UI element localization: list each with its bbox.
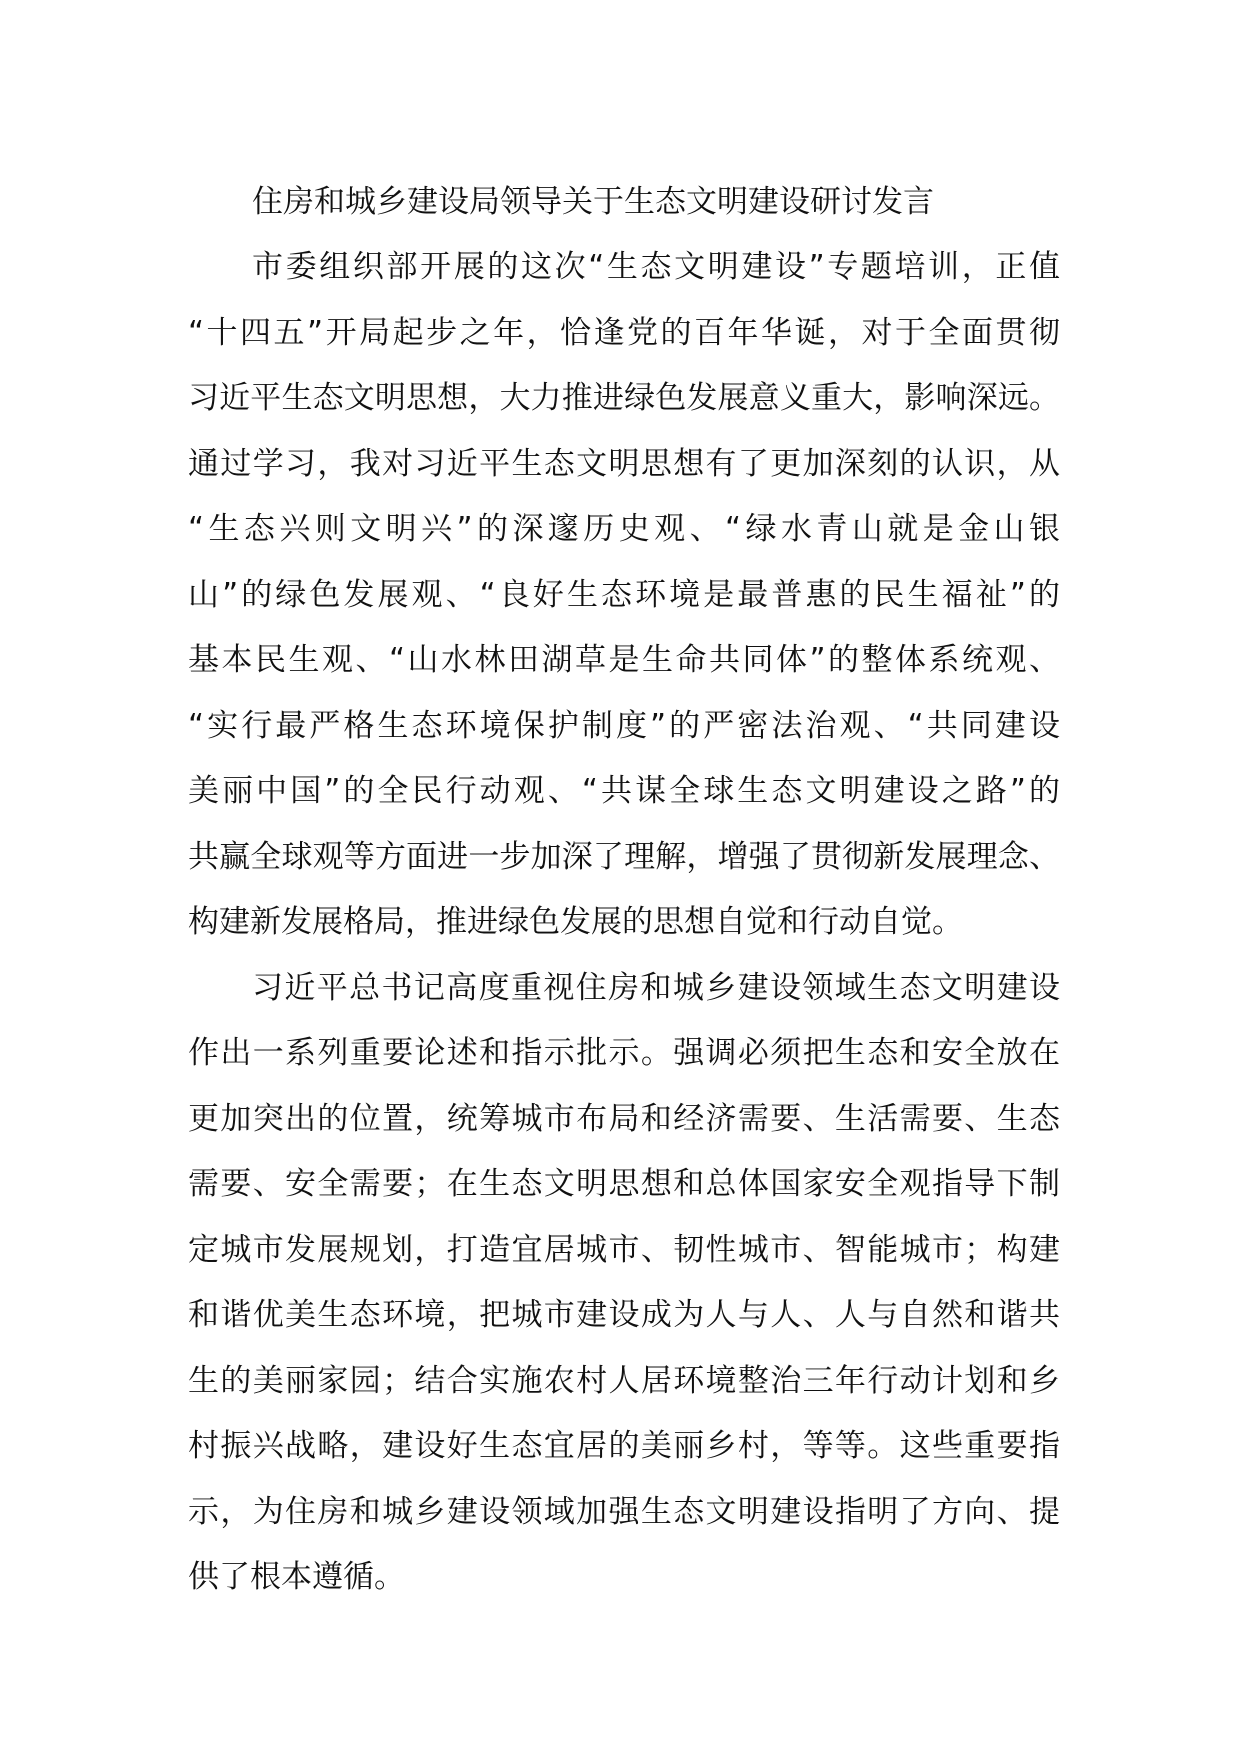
paragraph-line: 通过学习，我对习近平生态文明思想有了更加深刻的认识，从 (188, 445, 1060, 482)
paragraph-line: 和谐优美生态环境，把城市建设成为人与人、人与自然和谐共 (188, 1297, 1060, 1333)
paragraph-line: 村振兴战略，建设好生态宜居的美丽乡村，等等。这些重要指 (188, 1428, 1060, 1464)
paragraph-line: 美丽中国”的全民行动观、“共谋全球生态文明建设之路”的 (188, 773, 1060, 809)
paragraph-line: 山”的绿色发展观、“良好生态环境是最普惠的民生福祉”的 (188, 576, 1060, 613)
document-body (188, 170, 1060, 1611)
paragraph-line: 作出一系列重要论述和指示批示。强调必须把生态和安全放在 (188, 1035, 1060, 1071)
paragraph-line: 示，为住房和城乡建设领域加强生态文明建设指明了方向、提 (188, 1493, 1060, 1530)
paragraph-line: 更加突出的位置，统筹城市布局和经济需要、生活需要、生态 (188, 1100, 1060, 1137)
paragraph-line: “实行最严格生态环境保护制度”的严密法治观、“共同建设 (188, 707, 1060, 744)
paragraph-line: “十四五”开局起步之年，恰逢党的百年华诞，对于全面贯彻 (188, 314, 1060, 351)
document-paragraphs (188, 235, 1060, 1611)
paragraph-line: 习近平生态文明思想，大力推进绿色发展意义重大，影响深远。 (188, 380, 1060, 416)
paragraph-line: 共赢全球观等方面进一步加深了理解，增强了贯彻新发展理念、 (188, 838, 1060, 875)
paragraph-line: 基本民生观、“山水林田湖草是生命共同体”的整体系统观、 (188, 642, 1060, 678)
paragraph-line: 构建新发展格局，推进绿色发展的思想自觉和行动自觉。 (188, 904, 963, 940)
paragraph (188, 235, 1060, 956)
paragraph (188, 956, 1060, 1611)
paragraph-line: 习近平总书记高度重视住房和城乡建设领域生态文明建设 (252, 969, 1060, 1006)
paragraph-line: 需要、安全需要；在生态文明思想和总体国家安全观指导下制 (188, 1166, 1060, 1202)
document-title: 住房和城乡建设局领导关于生态文明建设研讨发言 (252, 184, 934, 220)
paragraph-line: 供了根本遵循。 (188, 1559, 405, 1595)
paragraph-line: 定城市发展规划，打造宜居城市、韧性城市、智能城市；构建 (188, 1231, 1060, 1268)
paragraph-line: 市委组织部开展的这次“生态文明建设”专题培训，正值 (252, 249, 1060, 285)
paragraph-line: 生的美丽家园；结合实施农村人居环境整治三年行动计划和乡 (188, 1362, 1060, 1399)
paragraph-line: “生态兴则文明兴”的深邃历史观、“绿水青山就是金山银 (188, 511, 1060, 547)
